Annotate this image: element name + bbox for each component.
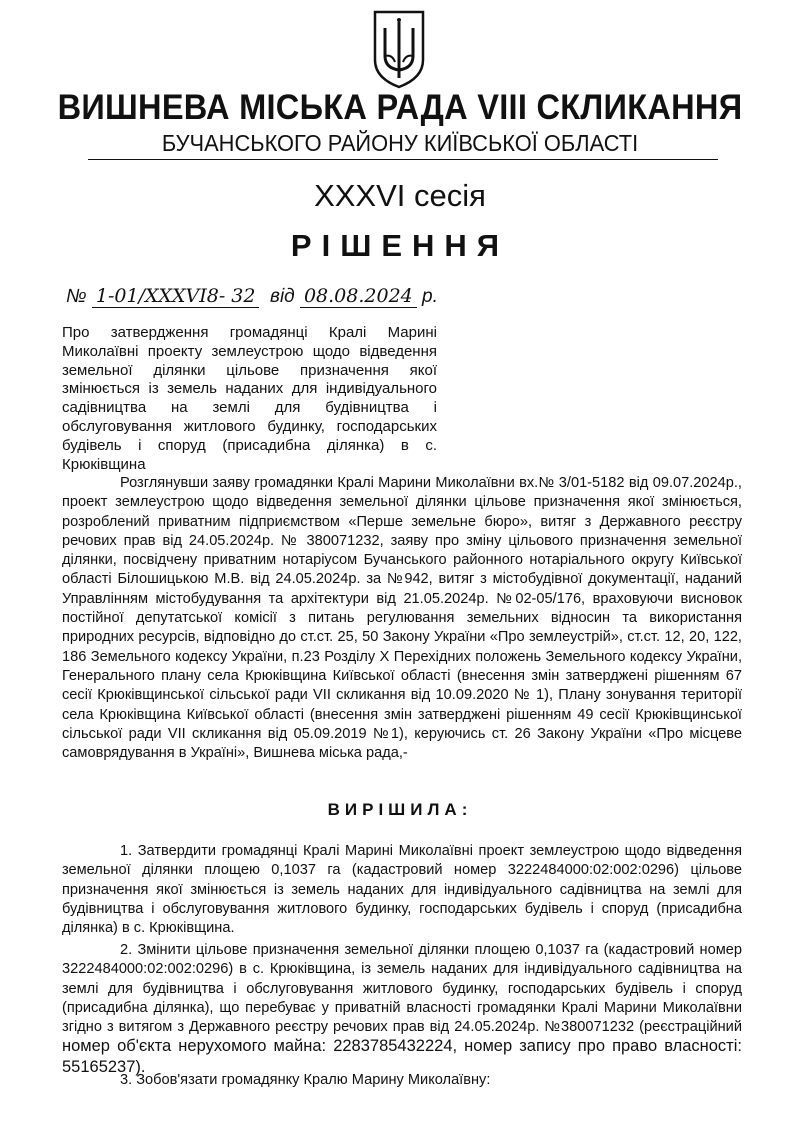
decision-item-1: 1. Затвердити громадянці Кралі Марині Миколаївні проект землеустрою щодо відведення земельної ділянки площею 0,1037 га (кадастровий номер 3222484000:02:002:0296) цільове призначення якої змінюється із земель наданих для індивідуального садівництва на землі для будівництва і обслуговування житлового будинку, господарських будівель і споруд (присадибна ділянка) в с. Крюківщина. [62,843,742,937]
decision-subject: Про затвердження громадянці Кралі Марині Миколаївні проекту землеустрою щодо відведення земельної ділянки цільове призначення якої змінюється із земель наданих для індивідуального садівництва на землі для будівництва і обслуговування житлового будинку, господарських будівель і споруд (присадибна ділянка) в с. Крюківщина [62,324,437,473]
resolved-heading: ВИРІШИЛА: [327,800,473,819]
decision-title: РІШЕННЯ [290,228,510,263]
council-subtitle: БУЧАНСЬКОГО РАЙОНУ КИЇВСЬКОЇ ОБЛАСТІ [161,130,639,156]
header-divider [88,159,718,160]
date-from-label: від [270,286,295,307]
preamble-paragraph: Розглянувши заяву громадянки Кралі Марини Миколаївни вх.№ 3/01-5182 від 09.07.2024р., проект землеустрою щодо відведення земельної ділянки цільове призначення якої змінюється, розроблений приватним підприємством «Перше земельне бюро», витяг з Державного реєстру речових прав від 24.05.2024р. № 380071232, заяву про зміну цільового призначення земельної ділянки, посвідчену приватним нотаріусом Бучанського районного нотаріального округу Київської області Білошицькою М.В. від 24.05.2024р. за №942, витяг з містобудівної документації, наданий Управлінням містобудування та архітектури від 21.05.2024р. №02-05/176, враховуючи висновок постійної депутатської комісії з питань регулювання земельних відносин та використання природних ресурсів, відповідно до ст.ст. 25, 50 Закону України «Про землеустрій», ст.ст. 12, 20, 122, 186 Земельного кодексу України, п.23 Розділу X Перехідних положень Земельного кодексу України, Генерального плану села Крюківщина Київської області (внесення змін затверджені рішенням 67 сесії Крюківщинської сільської ради VII скликання від 10.09.2020 № 1), Плану зонування території села Крюківщина Київської області (внесення змін затверджені рішенням 49 сесії Крюківщинської сільської ради VII скликання від 05.09.2019 №1), керуючись ст. 26 Закону України «Про місцеве самоврядування в Україні», Вишнева міська рада,- [62,475,742,762]
year-suffix: р. [422,286,438,307]
session-label: XXXVI сесія [314,178,486,213]
council-title: ВИШНЕВА МІСЬКА РАДА VIII СКЛИКАННЯ [57,88,743,127]
decision-item-2 [62,941,742,1078]
decision-item-2-registry: номер об'єкта нерухомого майна: 2283785432224, номер запису про право власності: 55165237). [62,1037,742,1076]
decision-number: 1-01/XXXVI8- 32 [92,285,260,308]
decision-date: 08.08.2024 [300,285,417,308]
decision-item-2-text: 2. Змінити цільове призначення земельної ділянки площею 0,1037 га (кадастровий номер 3222484000:02:002:0296) в с. Крюківщина, із земель наданих для індивідуального садівництва на землі для будівництва і обслуговування житлового будинку, господарських будівель і споруд (присадибна ділянка), що перебуває у приватній власності громадянки Кралі Марини Миколаївни згідно з витягом з Державного реєстру речових прав від 24.05.2024р. №380071232 (реєстраційний [62,942,742,1036]
decision-item-3: 3. Зобов'язати громадянку Кралю Марину Миколаївну: [120,1072,491,1088]
decision-number-line [66,285,438,308]
number-label: № [66,286,87,307]
trident-coat-of-arms-icon [371,8,427,90]
